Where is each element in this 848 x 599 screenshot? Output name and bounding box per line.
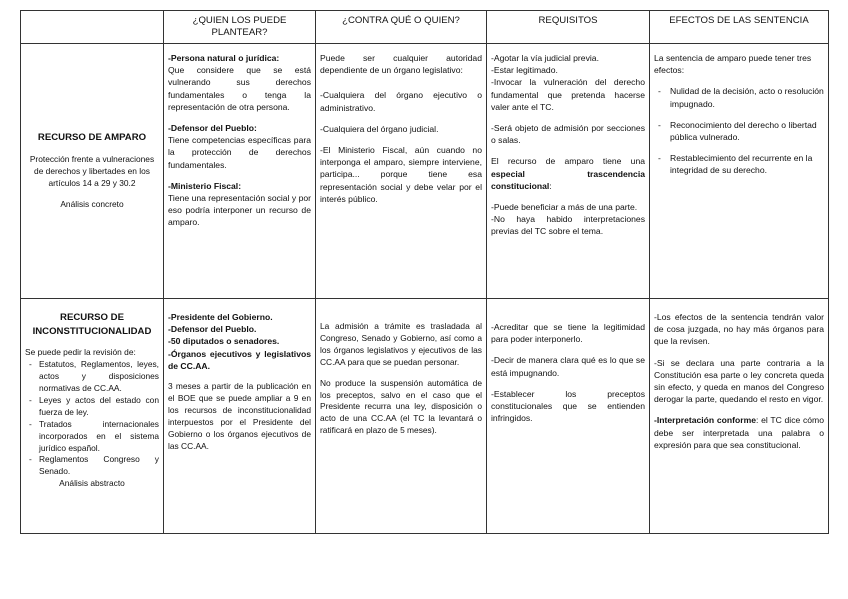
- inconst-contra-p1: La admisión a trámite es trasladada al Congreso, Senado y Gobierno, así como a los órganos legislativos y ejecutivos de las CC.AA para que se puedan personar.: [320, 320, 482, 367]
- amparo-title: RECURSO DE AMPARO: [37, 132, 147, 144]
- amparo-efectos-list: [654, 85, 824, 176]
- inconst-title: RECURSO DE INCONSTITUCIONALIDAD: [32, 311, 152, 337]
- inconst-efectos-3-text: : el TC dice cómo debe ser interpretada una palabra o expresión para que sea constitucional.: [654, 415, 824, 450]
- inconst-b3: -50 diputados o senadores.: [168, 336, 280, 347]
- inconst-label-cell: [21, 298, 164, 533]
- inconst-requisitos-cell: [487, 298, 650, 533]
- amparo-efectos-cell: [650, 43, 829, 298]
- inconst-row: [21, 298, 829, 533]
- inconst-contra-cell: [316, 298, 487, 533]
- header-row: [21, 11, 829, 44]
- amparo-req-4: -Será objeto de admisión por secciones o salas.: [491, 122, 645, 146]
- amparo-p2-head: -Defensor del Pueblo:: [168, 122, 257, 133]
- list-item: - Reconocimiento del derecho o libertad pública vulnerado.: [670, 119, 824, 143]
- header-quien: ¿QUIEN LOS PUEDE PLANTEAR?: [164, 11, 316, 44]
- amparo-req-5-post: :: [549, 180, 552, 191]
- list-item: - Nulidad de la decisión, acto o resolución impugnado.: [670, 85, 824, 109]
- amparo-contra-cell: [316, 43, 487, 298]
- list-item: - Restablecimiento del recurrente en la integridad de su derecho.: [670, 152, 824, 176]
- inconst-revision-list: [25, 359, 159, 478]
- inconst-plantear-cell: [164, 298, 316, 533]
- inconst-analysis: Análisis abstracto: [59, 478, 125, 489]
- header-requisitos: REQUISITOS: [487, 11, 650, 44]
- inconst-efectos-3: [654, 414, 824, 451]
- amparo-p1-text: Que considere que se está vulnerando sus derechos fundamentales o tenga la representación de otra persona.: [168, 65, 311, 112]
- header-efectos: EFECTOS DE LAS SENTENCIA: [650, 11, 829, 44]
- inconst-efectos-1: -Los efectos de la sentencia tendrán valor de cosa juzgada, no hay más órganos para que la revisen.: [654, 311, 824, 347]
- inconst-b4: -Órganos ejecutivos y legislativos de CC.AA.: [168, 348, 311, 371]
- amparo-desc: Protección frente a vulneraciones de derechos y libertades en los artículos 14 a 29 y 30.2: [29, 153, 155, 188]
- amparo-req-1: -Agotar la vía judicial previa.: [491, 52, 599, 63]
- inconst-req-1: -Acreditar que se tiene la legitimidad para poder interponerlo.: [491, 321, 645, 345]
- amparo-contra-item2: -Cualquiera del órgano judicial.: [320, 123, 439, 134]
- inconst-efectos-2: -Si se declara una parte contraria a la Constitución esa parte o ley concreta queda sin efecto, y queda en manos del Congreso derogar la parte, quedando el resto en vigor.: [654, 357, 824, 405]
- amparo-efectos-intro: La sentencia de amparo puede tener tres efectos:: [654, 52, 812, 76]
- inconst-req-3: -Establecer los preceptos constitucionales que se entienden infringidos.: [491, 388, 645, 424]
- amparo-req-3: -Invocar la vulneración del derecho fundamental que pretenda hacerse valer ante el TC.: [491, 77, 645, 112]
- header-empty: [21, 11, 164, 44]
- amparo-row: [21, 43, 829, 298]
- inconst-revision-intro: Se puede pedir la revisión de:: [25, 347, 136, 358]
- amparo-p1-head: -Persona natural o jurídica:: [168, 52, 280, 63]
- amparo-req-2: -Estar legitimado.: [491, 65, 558, 76]
- list-item: - Leyes y actos del estado con fuerza de ley.: [39, 395, 159, 419]
- inconst-req-2: -Decir de manera clara qué es lo que se está impugnando.: [491, 355, 645, 378]
- amparo-p3-head: -Ministerio Fiscal:: [168, 180, 242, 191]
- list-item: - Tratados internacionales incorporados en el sistema jurídico español.: [39, 419, 159, 455]
- inconst-b1: -Presidente del Gobierno.: [168, 311, 273, 322]
- list-item: - Reglamentos Congreso y Senado.: [39, 454, 159, 478]
- inconst-plazo-text: 3 meses a partir de la publicación en el BOE que se puede ampliar a 9 en los recursos de inconstitucionalidad interpuestos por el Presidente del Gobierno o los órganos ejecutivos de las CC.AA.: [168, 380, 311, 451]
- amparo-req-5-pre: El recurso de amparo tiene una: [491, 156, 645, 167]
- inconst-efectos-3-bold: -Interpretación conforme: [654, 415, 757, 426]
- header-contra: ¿CONTRA QUÉ O QUIEN?: [316, 11, 487, 44]
- amparo-plantear-cell: [164, 43, 316, 298]
- amparo-requisitos-cell: [487, 43, 650, 298]
- amparo-contra-item1: -Cualquiera del órgano ejecutivo o administrativo.: [320, 90, 482, 113]
- amparo-req-7: -No haya habido interpretaciones previas del TC sobre el tema.: [491, 214, 645, 237]
- amparo-req-5: [491, 155, 645, 192]
- amparo-p2-text: Tiene competencias específicas para la protección de derechos fundamentales.: [168, 135, 311, 170]
- amparo-p3-text: Tiene una representación social y por eso podría interponer un recurso de amparo.: [168, 192, 311, 228]
- amparo-label-cell: [21, 43, 164, 298]
- inconst-b2: -Defensor del Pueblo.: [168, 324, 257, 335]
- inconst-contra-p2: No produce la suspensión automática de los preceptos, salvo en el caso que el Presidente recurra una ley, disposición o acto de una CC.AA (el TC la levantará o ratificará en plazo de 5 meses).: [320, 377, 482, 436]
- amparo-req-6: -Puede beneficiar a más de una parte.: [491, 201, 638, 212]
- list-item: - Estatutos, Reglamentos, leyes, actos y disposiciones normativas de CC.AA.: [39, 359, 159, 395]
- inconst-efectos-cell: [650, 298, 829, 533]
- amparo-contra-intro: Puede ser cualquier autoridad dependiente de un órgano legislativo:: [320, 52, 482, 76]
- amparo-req-5-bold: especial trascendencia constitucional: [491, 168, 645, 191]
- amparo-contra-item3: -El Ministerio Fiscal, aún cuando no interponga el amparo, siempre interviene, participa... porque tiene esa representación social y debe velar por el interés público.: [320, 144, 482, 204]
- amparo-analysis: Análisis concreto: [60, 198, 124, 209]
- comparison-table: [20, 10, 829, 534]
